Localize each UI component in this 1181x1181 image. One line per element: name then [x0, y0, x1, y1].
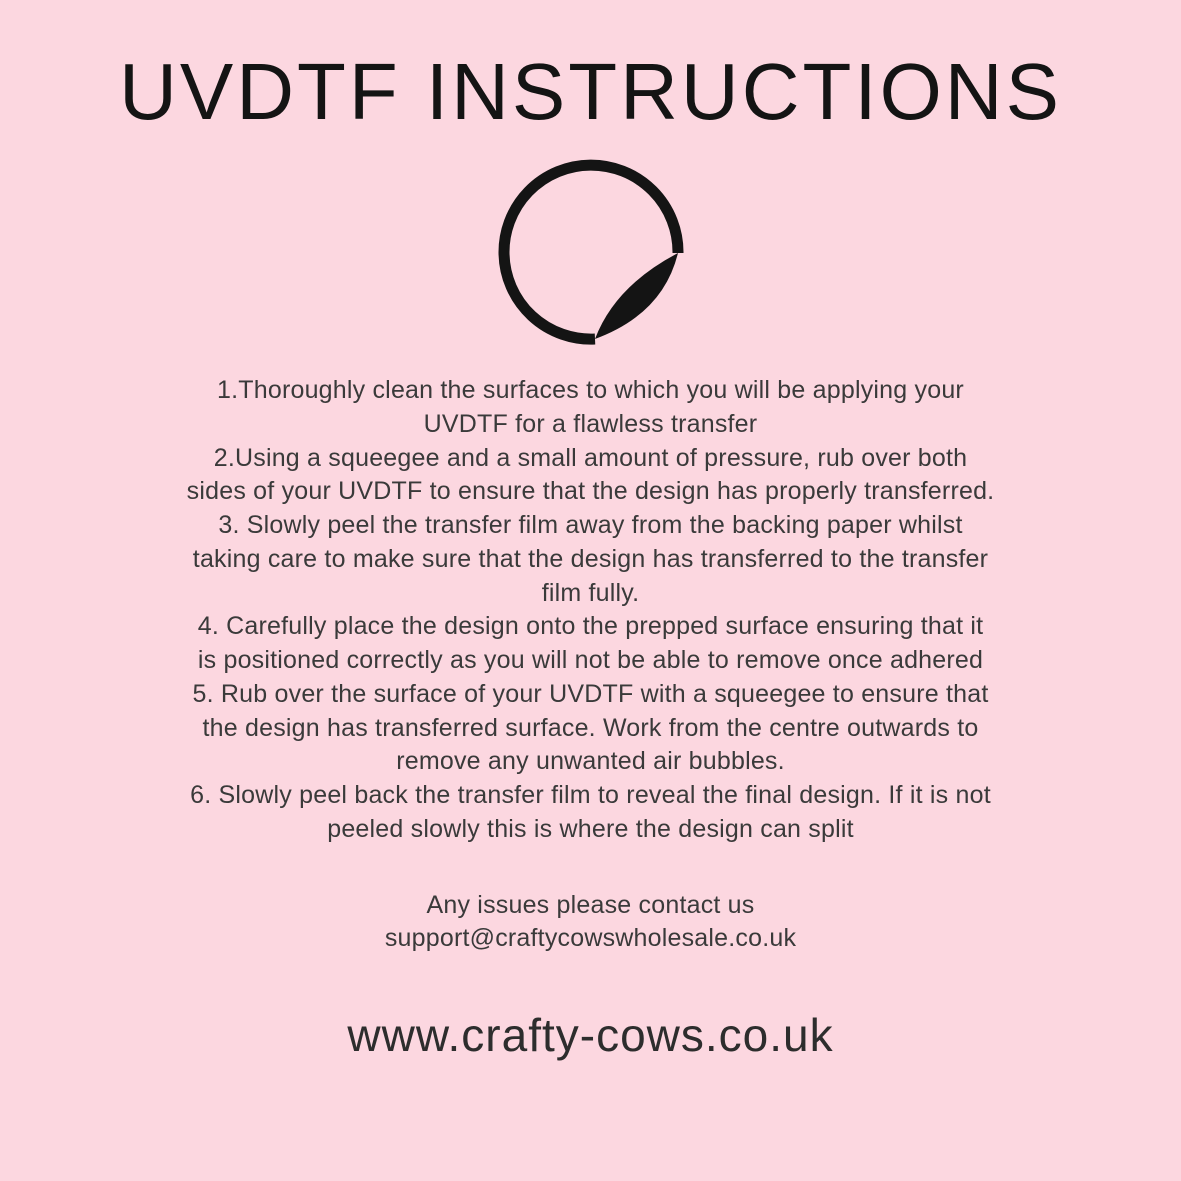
- instruction-step-4: 4. Carefully place the design onto the prepped surface ensuring that it is positioned correctly as you will not be able to remove once adhered: [197, 612, 984, 674]
- website-url: www.crafty-cows.co.uk: [347, 1009, 834, 1061]
- contact-block: [385, 889, 796, 957]
- instructions-list: [186, 374, 996, 847]
- contact-message: Any issues please contact us: [426, 890, 755, 919]
- page-title: UVDTF INSTRUCTIONS: [119, 47, 1062, 136]
- instruction-step-3: 3. Slowly peel the transfer film away from the backing paper whilst taking care to make sure that the design has transferred to the transfer film fully.: [192, 511, 989, 607]
- instruction-step-6: 6. Slowly peel back the transfer film to reveal the final design. If it is not peeled slowly this is where the design can split: [190, 781, 991, 843]
- instruction-step-5: 5. Rub over the surface of your UVDTF with a squeegee to ensure that the design has transferred surface. Work from the centre outwards to remove any unwanted air bubbles.: [192, 679, 989, 776]
- instruction-step-1: 1.Thoroughly clean the surfaces to which you will be applying your UVDTF for a flawless transfer: [217, 376, 964, 438]
- contact-email: support@craftycowswholesale.co.uk: [384, 924, 797, 953]
- instruction-step-2: 2.Using a squeegee and a small amount of pressure, rub over both sides of your UVDTF to ensure that the design has properly transferred.: [186, 443, 995, 506]
- sticker-peel-icon: [491, 152, 691, 352]
